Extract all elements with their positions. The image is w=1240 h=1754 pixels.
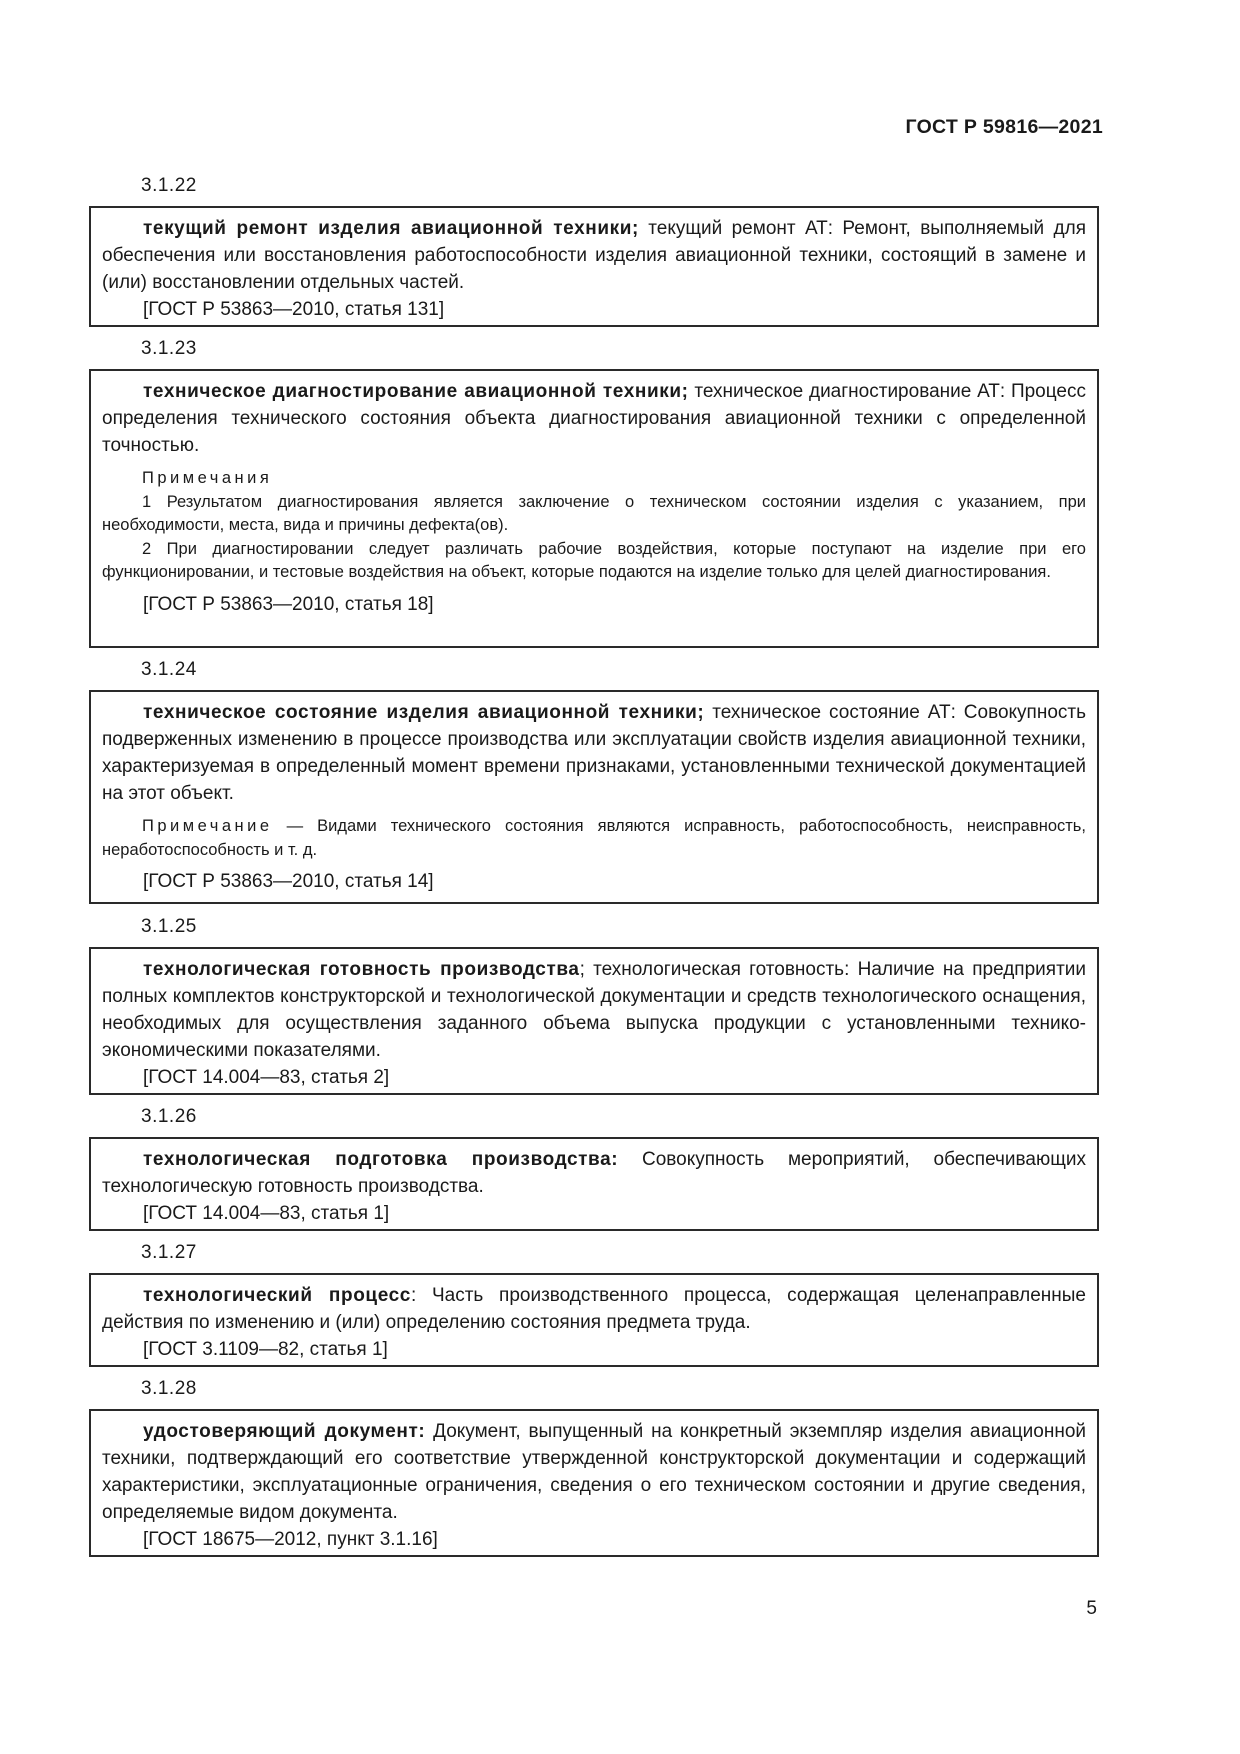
term-definition-box: [89, 369, 1099, 648]
entry-number: 3.1.22: [141, 175, 197, 196]
note-item: 1 Результатом диагностирования является заключение о техническом состоянии изделия с указанием, при необходимости, места, вида и причины дефекта(ов).: [102, 492, 1086, 534]
notes-block: [102, 815, 1086, 862]
term-definition-box: [89, 947, 1099, 1095]
term-definition-box: [89, 690, 1099, 904]
entry-number: 3.1.23: [141, 338, 197, 359]
page-number: 5: [1086, 1598, 1097, 1619]
source-reference: [ГОСТ 18675—2012, пункт 3.1.16]: [143, 1529, 438, 1550]
term-definition-box: [89, 1273, 1099, 1367]
definition: техническое диагностирование АТ: Процесс определения технического состояния объекта диагностирования авиационной техники с определенной точностью.: [102, 381, 1086, 456]
definition: ; технологическая готовность: Наличие на предприятии полных комплектов конструкторской и технологической документации и средств технологического оснащения, необходимых для осуществления заданного объема выпуска продукции с установленными технико-экономическими показателями.: [102, 959, 1086, 1061]
definition-text: [102, 215, 1086, 296]
term: текущий ремонт изделия авиационной техники;: [143, 218, 639, 239]
definition-text: [102, 1418, 1086, 1526]
source-reference: [ГОСТ Р 53863—2010, статья 131]: [143, 299, 445, 320]
term-definition-box: [89, 1409, 1099, 1557]
term: технологическая подготовка производства:: [143, 1149, 619, 1170]
term: технологическая готовность производства: [143, 959, 580, 980]
entry-number: 3.1.27: [141, 1242, 197, 1263]
entry-number: 3.1.28: [141, 1378, 197, 1399]
note-item: [102, 815, 1086, 862]
term: техническое диагностирование авиационной техники;: [143, 381, 689, 402]
definition: текущий ремонт АТ: Ремонт, выполняемый для обеспечения или восстановления работоспособности изделия авиационной техники, состоящий в замене и (или) восстановлении отдельных частей.: [102, 218, 1086, 293]
notes-block: [102, 467, 1086, 585]
source-reference: [ГОСТ 14.004—83, статья 2]: [143, 1067, 390, 1088]
note-label: Примечание: [142, 817, 273, 835]
document-code-header: ГОСТ Р 59816—2021: [905, 116, 1103, 138]
note-text: — Видами технического состояния являются исправность, работоспособность, неисправность, неработоспособность и т. д.: [102, 817, 1086, 859]
definition: Документ, выпущенный на конкретный экземпляр изделия авиационной техники, подтверждающий его соответствие утвержденной конструкторской документации и содержащий характеристики, эксплуатационные ограничения, сведения о его техническом состоянии и другие сведения, определяемые видом документа.: [102, 1421, 1086, 1523]
term: техническое состояние изделия авиационной техники;: [143, 702, 705, 723]
definition: техническое состояние АТ: Совокупность подверженных изменению в процессе производства или эксплуатации свойств изделия авиационной техники, характеризуемая в определенный момент времени признаками, установленными технической документацией на этот объект.: [102, 702, 1086, 804]
definition-text: [102, 378, 1086, 459]
source-reference: [ГОСТ 3.1109—82, статья 1]: [143, 1339, 388, 1360]
entry-number: 3.1.24: [141, 659, 197, 680]
term: технологический процесс: [143, 1285, 411, 1306]
definition-text: [102, 1146, 1086, 1200]
entry-number: 3.1.25: [141, 916, 197, 937]
definition: : Часть производственного процесса, содержащая целенаправленные действия по изменению и (или) определению состояния предмета труда.: [102, 1285, 1086, 1333]
entry-number: 3.1.26: [141, 1106, 197, 1127]
definition-text: [102, 1282, 1086, 1336]
definition: Совокупность мероприятий, обеспечивающих технологическую готовность производства.: [102, 1149, 1086, 1197]
source-reference: [ГОСТ Р 53863—2010, статья 14]: [143, 871, 434, 892]
term: удостоверяющий документ:: [143, 1421, 426, 1442]
term-definition-box: [89, 1137, 1099, 1231]
notes-heading: Примечания: [142, 469, 273, 487]
term-definition-box: [89, 206, 1099, 327]
source-reference: [ГОСТ 14.004—83, статья 1]: [143, 1203, 390, 1224]
definition-text: [102, 699, 1086, 807]
note-item: 2 При диагностировании следует различать рабочие воздействия, которые поступают на изделие при его функционировании, и тестовые воздействия на объект, которые подаются на изделие только для целей диагностирования.: [102, 539, 1086, 581]
source-reference: [ГОСТ Р 53863—2010, статья 18]: [143, 593, 434, 615]
definition-text: [102, 956, 1086, 1064]
